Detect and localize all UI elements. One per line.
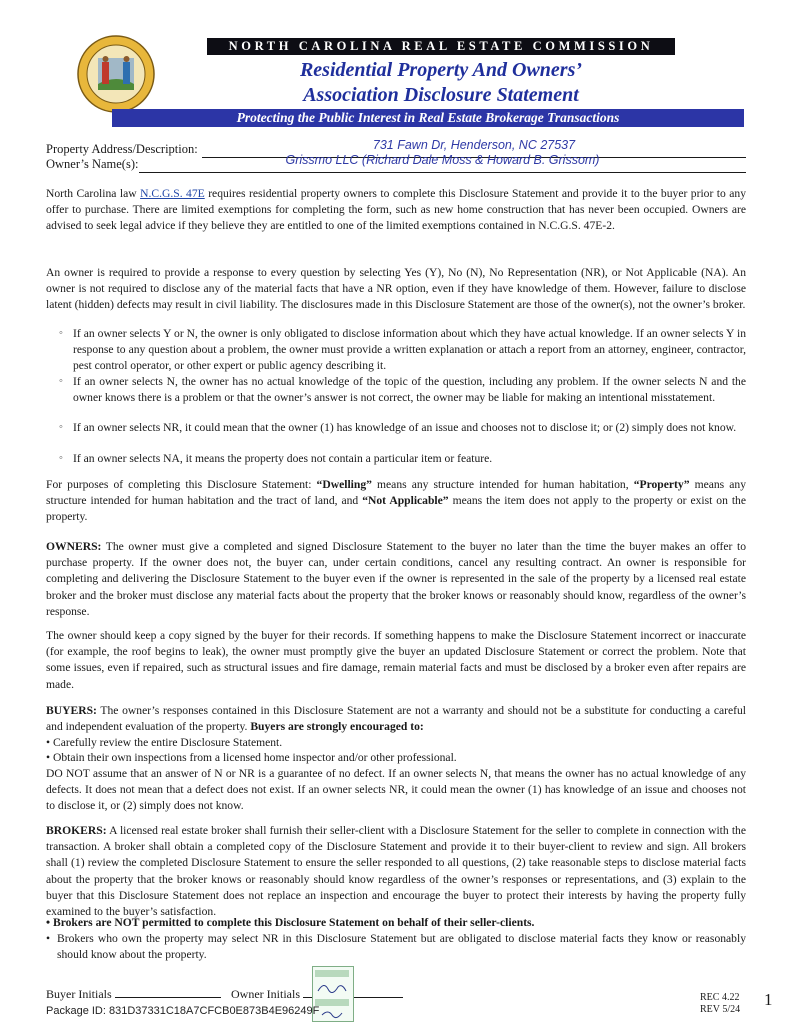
brokers-bullet-not-permitted: • Brokers are NOT permitted to complete this Disclosure Statement on behalf of their seller-clients. [46,916,535,929]
brokers-bullet-own-property: Brokers who own the property may select NR in this Disclosure Statement but are obligated to disclose material facts they know or reasonably should know about the property. [57,932,746,962]
buyers-bullet-review: • Carefully review the entire Disclosure Statement. [46,736,283,749]
response-bullet-yn: If an owner selects Y or N, the owner is only obligated to disclose information about which they have actual knowledge. If an owner selects Y in response to any question about a problem, the owner must provide a written explanation or attach a report from an attorney, engineer, contractor, pest control operator, or other expert or public agency describing it. [73,327,746,373]
form-title-line2: Association Disclosure Statement [303,84,579,106]
initials-signature-image [314,979,352,997]
buyers-warning: DO NOT assume that an answer of N or NR is a guarantee of no defect. If an owner selects N, that means the owner has no actual knowledge of any defects. It does not mean that a defect does not exist. If an owner selects NR, it could mean the owner (1) has knowledge of an issue and chooses not to disclose it, or (2) simply does not know. [46,767,746,813]
nc-commission-seal [76,34,156,114]
owner-name-field[interactable] [139,153,746,173]
owner-name-value: Grissmo LLC (Richard Dale Moss & Howard B. Grissom) [285,153,600,167]
property-address-label: Property Address/Description: [46,142,198,156]
buyer-initials: Buyer Initials [46,985,221,1002]
ncgs-47e-link[interactable]: N.C.G.S. 47E [140,187,205,200]
buyers-bullet-inspect: • Obtain their own inspections from a licensed home inspector and/or other professional. [46,751,457,764]
buyers-section: BUYERS: The owner’s responses contained in this Disclosure Statement are not a warranty and should not be a substitute for conducting a careful and independent evaluation of the property. Buyers are strongly encouraged to: [46,704,746,734]
owner-name-label: Owner’s Name(s): [46,157,139,171]
form-title-line1: Residential Property And Owners’ [299,59,583,81]
page-number: 1 [764,990,773,1009]
buyer-initials-field[interactable] [115,985,221,998]
bullet-marker: ◦ [59,421,63,433]
revision-date: REV 5/24 [700,1004,741,1015]
response-paragraph: An owner is required to provide a response to every question by selecting Yes (Y), No (N), No Representation (NR), or Not Applicable (NA). An owner is not required to disclose any of the material facts that have a NR option, even if they have knowledge of them. However, failure to disclose latent (hidden) defects may result in civil liability. The disclosures made in this Disclosure Statement are those of the owner(s), not the owner’s broker. [46,266,746,312]
package-id: Package ID: 831D37331C18A7CFCB0E873B4E96249F [46,1005,320,1017]
tagline: Protecting the Public Interest in Real Estate Brokerage Transactions [112,109,744,127]
definitions-paragraph: For purposes of completing this Disclosure Statement: “Dwelling” means any structure intended for human habitation, “Property” means any structure intended for human habitation and the tract of land, and “Not Applicable” means the item does not apply to the property or exist on the property. [46,478,747,524]
commission-banner: NORTH CAROLINA REAL ESTATE COMMISSION [207,38,675,55]
brokers-section: BROKERS: A licensed real estate broker shall furnish their seller-client with a Disclosure Statement for the seller to complete in connection with the transaction. A broker shall obtain a completed copy of the Disclosure Statement and provide it to their buyer-client to review and sign. All brokers shall (1) review the completed Disclosure Statement to ensure the seller responded to all questions, (2) take reasonable steps to disclose material facts about the property that the broker knows or reasonably should know regardless of the owner’s responses or representations, and (3) explain to the buyer that this Disclosure Statement does not replace an inspection and encourage the buyer to protect their interests by having the property fully examined to the buyer’s satisfaction. [46,824,746,919]
owners-section: OWNERS: The owner must give a completed and signed Disclosure Statement to the buyer no later than the time the buyer makes an offer to purchase property. If the owner does not, the buyer can, under certain conditions, cancel any resulting contract. An owner is responsible for completing and delivering the Disclosure Statement to the buyer even if the owner is represented in the sale of the property by a licensed real estate broker and the broker must disclose any material facts about the property that the broker knows or reasonably should know, regardless of the owner’s response. [46,540,746,618]
response-bullet-n: If an owner selects N, the owner has no actual knowledge of the topic of the question, including any problem. If the owner selects N and the owner knows there is a problem or that the owner’s answer is not correct, the owner may be liable for making an intentional misstatement. [73,375,746,405]
intro-paragraph: North Carolina law N.C.G.S. 47E requires residential property owners to complete this Disclosure Statement and provide it to the buyer prior to any offer to purchase. There are limited exemptions for completing the form, such as new home construction that has never been occupied. Owners are advised to seek legal advice if they believe they are entitled to one of the limited exemptions contained in N.C.G.S. 47E-2. [46,187,746,233]
form-code: REC 4.22 [700,992,740,1003]
response-bullet-nr: If an owner selects NR, it could mean that the owner (1) has knowledge of an issue and chooses not to disclose it; or (2) simply does not know. [73,421,737,434]
owner-initials: Owner Initials [231,985,403,1002]
property-address-value: 731 Fawn Dr, Henderson, NC 27537 [372,138,576,152]
bullet-marker: ◦ [59,452,63,464]
initials-signature-image [314,1007,352,1019]
bullet-marker: ◦ [59,327,63,339]
bullet-marker: • [46,932,51,945]
bullet-marker: ◦ [59,375,63,387]
response-bullet-na: If an owner selects NA, it means the property does not contain a particular item or feature. [73,452,493,465]
buyers-heading: BUYERS: [46,704,97,717]
owners-heading: OWNERS: [46,540,102,553]
owners-copy-paragraph: The owner should keep a copy signed by the buyer for their records. If something happens to make the Disclosure Statement incorrect or inaccurate (for example, the roof begins to leak), the owner must promptly give the buyer an updated Disclosure Statement or correct the problem. Note that some issues, even if repaired, such as structural issues and fire damage, remain material facts and must be disclosed by a broker even after repairs are made. [46,629,746,691]
brokers-heading: BROKERS: [46,824,107,837]
